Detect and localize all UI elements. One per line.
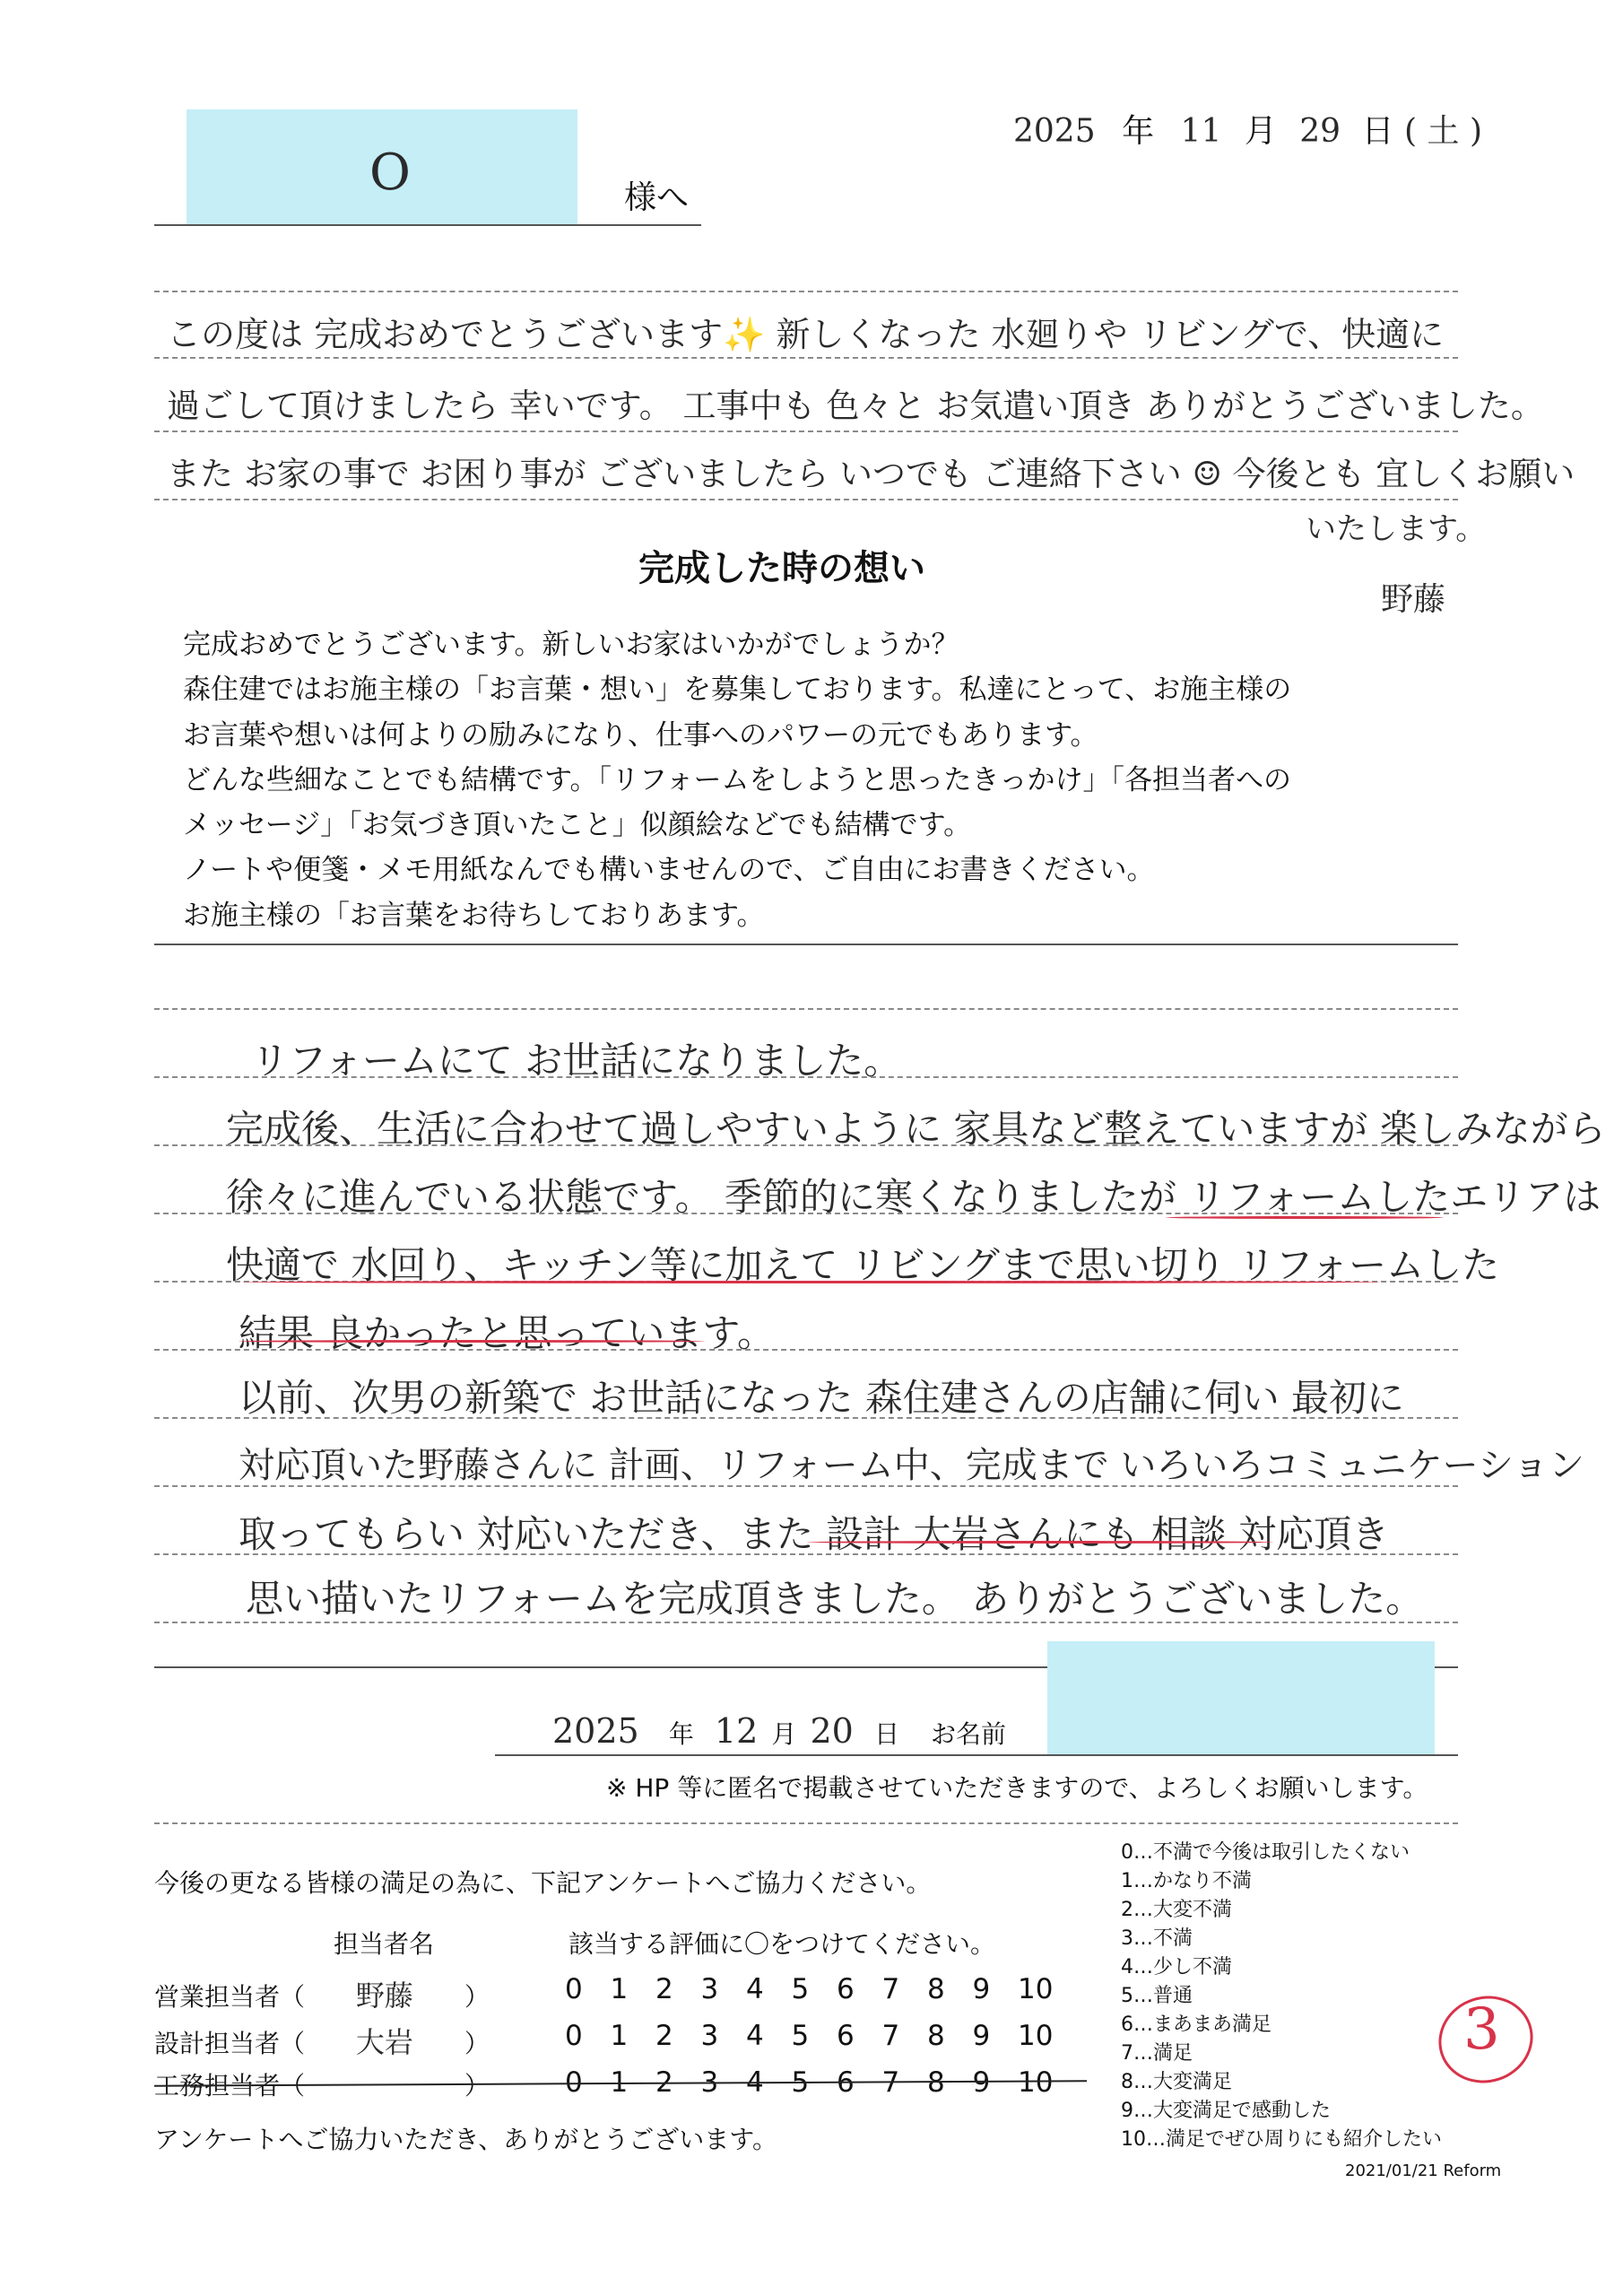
ruled-line xyxy=(154,1076,1458,1078)
ruled-line xyxy=(154,499,1458,500)
score-9[interactable]: 9 xyxy=(972,2066,991,2099)
rating-header: 該当する評価に〇をつけてください。 xyxy=(568,1929,996,1959)
circled-rating-value: 3 xyxy=(1463,1996,1500,2063)
legend-1: 1…かなり不満 xyxy=(1121,1870,1252,1892)
date-day-label: 日 xyxy=(1361,113,1394,150)
score-3[interactable]: 3 xyxy=(700,2020,719,2052)
legend-0: 0…不満で今後は取引したくない xyxy=(1121,1841,1410,1864)
score-0[interactable]: 0 xyxy=(565,2066,583,2099)
score-2[interactable]: 2 xyxy=(655,1973,673,2005)
ruled-line xyxy=(154,1349,1458,1351)
staff-name: 野藤 xyxy=(355,1979,413,2013)
survey-intro: 今後の更なる皆様の満足の為に、下記アンケートへご協力ください。 xyxy=(154,1868,932,1898)
signoff-day: 20 xyxy=(810,1711,854,1751)
intro-line-4: どんな些細なことでも結構です。「リフォームをしようと思ったきっかけ」「各担当者への xyxy=(183,763,1291,796)
staff-message-line-2: 過ごして頂けましたら 幸いです。 工事中も 色々と お気遣い頂き ありがとうございました。 xyxy=(167,387,1544,425)
customer-line-4: 快適で 水回り、キッチン等に加えて リビングまで思い切り リフォームした xyxy=(226,1243,1500,1287)
ruled-line xyxy=(154,1008,1458,1010)
score-3[interactable]: 3 xyxy=(700,2066,719,2099)
intro-line-1: 完成おめでとうございます。新しいお家はいかがでしょうか？ xyxy=(183,629,959,661)
customer-line-6: 以前、次男の新築で お世話になった 森住建さんの店舗に伺い 最初に xyxy=(239,1376,1405,1420)
signoff-year-label: 年 xyxy=(668,1719,694,1749)
customer-name: O xyxy=(369,144,411,202)
legend-8: 8…大変満足 xyxy=(1121,2071,1232,2093)
role-close: ） xyxy=(464,2029,490,2058)
role-close: ） xyxy=(464,2071,490,2100)
score-6[interactable]: 6 xyxy=(837,1973,855,2005)
date-weekday: ( 土 ) xyxy=(1404,113,1482,150)
rating-legend xyxy=(1121,1839,1442,2154)
score-0[interactable]: 0 xyxy=(565,1973,583,2005)
section-title: 完成した時の想い xyxy=(638,548,925,589)
staff-name: 大岩 xyxy=(355,2025,413,2059)
customer-line-7: 対応頂いた野藤さんに 計画、リフォーム中、完成まで いろいろコミュニケーション xyxy=(239,1445,1585,1486)
staff-header: 担当者名 xyxy=(334,1929,435,1959)
score-3[interactable]: 3 xyxy=(700,1973,719,2005)
score-options xyxy=(565,1973,1063,2005)
score-4[interactable]: 4 xyxy=(746,2066,764,2099)
section-divider xyxy=(154,944,1458,945)
score-1[interactable]: 1 xyxy=(610,2020,629,2052)
survey-row-design xyxy=(154,2020,1105,2061)
intro-line-7: お施主様の「お言葉をお待ちしておりあます。 xyxy=(183,899,765,932)
role-label: 工務担当者（ xyxy=(154,2071,306,2100)
score-1[interactable]: 1 xyxy=(610,1973,629,2005)
score-4[interactable]: 4 xyxy=(746,1973,764,2005)
intro-line-3: お言葉や想いは何よりの励みになり、仕事へのパワーの元でもあります。 xyxy=(183,718,1098,752)
score-10[interactable]: 10 xyxy=(1018,2020,1054,2052)
header-date xyxy=(1013,106,1482,152)
intro-line-2: 森住建ではお施主様の「お言葉・想い」を募集しております。私達にとって、お施主様の xyxy=(183,674,1292,707)
legend-10: 10…満足でぜひ周りにも紹介したい xyxy=(1121,2128,1442,2151)
ruled-line xyxy=(154,357,1458,359)
ruled-line xyxy=(154,430,1458,432)
signoff-day-label: 日 xyxy=(873,1719,899,1749)
name-underline xyxy=(154,224,701,226)
customer-line-2: 完成後、生活に合わせて過しやすいように 家具など整えていますが 楽しみながら xyxy=(226,1107,1606,1151)
signoff-date xyxy=(552,1711,1006,1751)
score-2[interactable]: 2 xyxy=(655,2020,673,2052)
honorific: 様へ xyxy=(624,179,690,216)
score-9[interactable]: 9 xyxy=(972,2020,991,2052)
signoff-month: 12 xyxy=(714,1711,759,1751)
date-year: 2025 xyxy=(1013,113,1096,150)
legend-7: 7…満足 xyxy=(1121,2042,1193,2065)
legend-2: 2…大変不満 xyxy=(1121,1899,1232,1921)
staff-message-line-4: いたします。 xyxy=(1306,511,1487,547)
red-underline xyxy=(807,1541,1273,1544)
legend-5: 5…普通 xyxy=(1121,1985,1193,2007)
ruled-line xyxy=(154,1553,1458,1555)
score-5[interactable]: 5 xyxy=(791,2066,810,2099)
score-5[interactable]: 5 xyxy=(791,2020,810,2052)
legend-9: 9…大変満足で感動した xyxy=(1121,2100,1331,2122)
section-intro xyxy=(183,622,1291,938)
score-1[interactable]: 1 xyxy=(610,2066,629,2099)
customer-line-8: 取ってもらい 対応いただき、また 設計 大岩さんにも 相談 対応頂き xyxy=(239,1512,1390,1556)
legend-3: 3…不満 xyxy=(1121,1927,1193,1950)
survey-thanks: アンケートへご協力いただき、ありがとうございます。 xyxy=(154,2125,777,2154)
score-7[interactable]: 7 xyxy=(881,1973,900,2005)
red-underline xyxy=(239,1340,705,1343)
date-month: 11 xyxy=(1180,113,1222,150)
ruled-line xyxy=(154,1417,1458,1419)
customer-line-3: 徐々に進んでいる状態です。 季節的に寒くなりましたが リフォームしたエリアは xyxy=(226,1175,1601,1219)
customer-line-1: リフォームにて お世話になりました。 xyxy=(251,1039,902,1083)
ruled-line xyxy=(154,1213,1458,1214)
score-8[interactable]: 8 xyxy=(927,1973,945,2005)
signoff-month-label: 月 xyxy=(771,1719,797,1749)
staff-signature: 野藤 xyxy=(1381,581,1446,618)
role-close: ） xyxy=(464,1982,490,2012)
intro-line-5: メッセージ」「お気づき頂いたこと」似顔絵などでも結構です。 xyxy=(183,809,972,842)
signer-name-redaction xyxy=(1047,1641,1435,1756)
legend-6: 6…まあまあ満足 xyxy=(1121,2013,1271,2036)
date-day: 29 xyxy=(1299,113,1341,150)
score-8[interactable]: 8 xyxy=(927,2020,945,2052)
form-version: 2021/01/21 Reform xyxy=(1345,2161,1502,2180)
score-2[interactable]: 2 xyxy=(655,2066,673,2099)
score-9[interactable]: 9 xyxy=(972,1973,991,2005)
score-4[interactable]: 4 xyxy=(746,2020,764,2052)
role-label: 設計担当者（ xyxy=(154,2029,306,2058)
ruled-line xyxy=(154,1485,1458,1487)
ruled-line xyxy=(154,291,1458,292)
legend-4: 4…少し不満 xyxy=(1121,1956,1232,1979)
intro-line-6: ノートや便箋・メモ用紙なんでも構いませんので、ご自由にお書きください。 xyxy=(183,854,1155,887)
score-7[interactable]: 7 xyxy=(881,2066,900,2099)
score-7[interactable]: 7 xyxy=(881,2020,900,2052)
signoff-year: 2025 xyxy=(552,1711,639,1751)
score-5[interactable]: 5 xyxy=(791,1973,810,2005)
ruled-line xyxy=(154,1622,1458,1623)
score-0[interactable]: 0 xyxy=(565,2020,583,2052)
score-8[interactable]: 8 xyxy=(927,2066,945,2099)
date-year-label: 年 xyxy=(1122,113,1155,150)
staff-message-line-1: この度は 完成おめでとうございます✨ 新しくなった 水廻りや リビングで、快適に xyxy=(167,315,1445,354)
score-10[interactable]: 10 xyxy=(1018,1973,1054,2005)
signoff-lower-line xyxy=(495,1754,1458,1756)
role-label: 営業担当者（ xyxy=(154,1982,306,2012)
score-10[interactable]: 10 xyxy=(1018,2066,1054,2099)
score-6[interactable]: 6 xyxy=(837,2020,855,2052)
customer-line-9: 思い描いたリフォームを完成頂きました。 ありがとうございました。 xyxy=(246,1577,1424,1621)
ruled-line xyxy=(154,1144,1458,1146)
anonymous-note: ※ HP 等に匿名で掲載させていただきますので、よろしくお願いします。 xyxy=(606,1773,1428,1803)
date-month-label: 月 xyxy=(1244,113,1277,150)
red-underline xyxy=(242,1281,1381,1283)
name-label: お名前 xyxy=(931,1719,1007,1749)
ruled-line xyxy=(154,1822,1458,1824)
customer-line-5: 結果 良かったと思っています。 xyxy=(239,1311,775,1355)
staff-message-line-3: また お家の事で お困り事が ございましたら いつでも ご連絡下さい ☺ 今後とも 宜しくお願い xyxy=(167,455,1575,493)
score-options xyxy=(565,2020,1063,2052)
score-6[interactable]: 6 xyxy=(837,2066,855,2099)
red-underline xyxy=(1166,1216,1444,1219)
survey-row-sales xyxy=(154,1973,1105,2014)
